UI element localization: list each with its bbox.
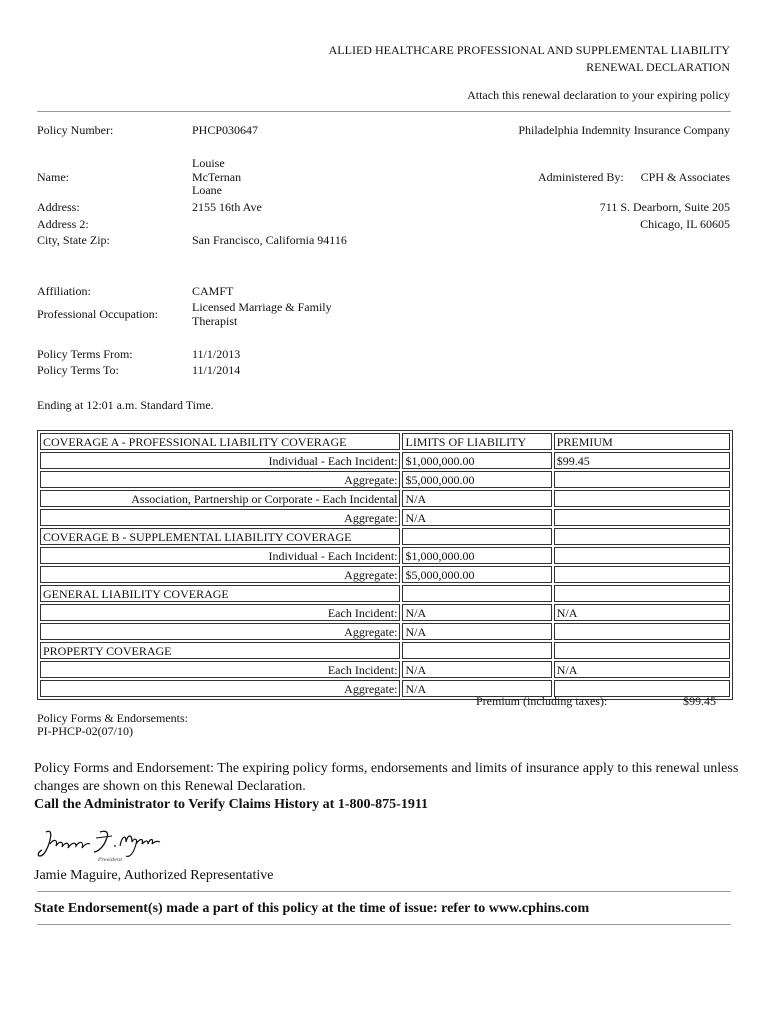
- premium-value: N/A: [554, 661, 730, 678]
- administrator-address-line-2: Chicago, IL 60605: [640, 217, 730, 231]
- terms-to-value: 11/1/2014: [192, 363, 241, 377]
- premium-value: [554, 566, 730, 583]
- coverage-item-label: Individual - Each Incident:: [40, 452, 400, 469]
- premium-value: [554, 471, 730, 488]
- limit-of-liability-value: $1,000,000.00: [402, 452, 551, 469]
- limits-header: LIMITS OF LIABILITY: [402, 433, 551, 450]
- address-2-label: Address 2:: [37, 217, 89, 231]
- premium-cell-empty: [554, 528, 730, 545]
- occupation-value-line-1: Licensed Marriage & Family: [192, 300, 332, 314]
- document-title-line-2: RENEWAL DECLARATION: [586, 60, 730, 74]
- limit-of-liability-value: $5,000,000.00: [402, 471, 551, 488]
- limit-of-liability-value: $1,000,000.00: [402, 547, 551, 564]
- coverage-section-header: COVERAGE B - SUPPLEMENTAL LIABILITY COVERAGE: [40, 528, 400, 545]
- header-divider: [37, 111, 731, 112]
- name-label: Name:: [37, 170, 69, 184]
- coverage-row: [40, 680, 730, 697]
- coverage-row: [40, 471, 730, 488]
- representative-name: Jamie Maguire, Authorized Representative: [34, 868, 274, 883]
- coverage-item-label: Each Incident:: [40, 604, 400, 621]
- limit-cell-empty: [402, 642, 551, 659]
- limit-of-liability-value: N/A: [402, 623, 551, 640]
- limit-cell-empty: [402, 528, 551, 545]
- coverage-section-row: [40, 528, 730, 545]
- insured-middle-name: McTernan: [192, 170, 242, 184]
- coverage-row: [40, 452, 730, 469]
- limit-of-liability-value: N/A: [402, 490, 551, 507]
- coverage-row: [40, 623, 730, 640]
- coverage-row: [40, 604, 730, 621]
- signature-divider: [37, 891, 731, 892]
- coverage-section-row: [40, 642, 730, 659]
- premium-value: [554, 547, 730, 564]
- coverage-section-header: PROPERTY COVERAGE: [40, 642, 400, 659]
- coverage-item-label: Aggregate:: [40, 471, 400, 488]
- policy-number-value: PHCP030647: [192, 123, 259, 137]
- coverage-section-header: GENERAL LIABILITY COVERAGE: [40, 585, 400, 602]
- insured-first-name: Louise: [192, 156, 225, 170]
- address-label: Address:: [37, 200, 80, 214]
- administered-by-label: Administered By:: [538, 170, 624, 184]
- administrator-name: CPH & Associates: [640, 170, 730, 184]
- signature-drawing: [36, 826, 162, 864]
- limit-of-liability-value: N/A: [402, 680, 551, 697]
- premium-value: [554, 490, 730, 507]
- policy-number-label: Policy Number:: [37, 123, 114, 137]
- coverage-item-label: Individual - Each Incident:: [40, 547, 400, 564]
- terms-to-label: Policy Terms To:: [37, 363, 119, 377]
- coverage-item-label: Each Incident:: [40, 661, 400, 678]
- address-value: 2155 16th Ave: [192, 200, 262, 214]
- affiliation-label: Affiliation:: [37, 284, 91, 298]
- city-state-zip-value: San Francisco, California 94116: [192, 233, 347, 247]
- insurance-company: Philadelphia Indemnity Insurance Company: [518, 123, 730, 137]
- coverage-row: [40, 547, 730, 564]
- document-title-line-1: ALLIED HEALTHCARE PROFESSIONAL AND SUPPLEMENTAL LIABILITY: [328, 43, 730, 57]
- premium-cell-empty: [554, 642, 730, 659]
- state-endorsement-notice: State Endorsement(s) made a part of this policy at the time of issue: refer to www.cphins.com: [34, 901, 590, 916]
- coverage-item-label: Aggregate:: [40, 509, 400, 526]
- premium-value: [554, 509, 730, 526]
- terms-from-label: Policy Terms From:: [37, 347, 133, 361]
- premium-cell-empty: [554, 585, 730, 602]
- limit-of-liability-value: N/A: [402, 509, 551, 526]
- premium-value: $99.45: [554, 452, 730, 469]
- occupation-label: Professional Occupation:: [37, 307, 158, 321]
- premium-header: PREMIUM: [554, 433, 730, 450]
- signature-title: President: [98, 857, 123, 863]
- administrator-address-line-1: 711 S. Dearborn, Suite 205: [599, 200, 730, 214]
- coverage-item-label: Aggregate:: [40, 623, 400, 640]
- premium-value: [554, 623, 730, 640]
- limit-cell-empty: [402, 585, 551, 602]
- policy-forms-notice-line-2: changes are shown on this Renewal Declaration.: [34, 779, 306, 794]
- coverage-item-label: Aggregate:: [40, 566, 400, 583]
- forms-endorsements-label: Policy Forms & Endorsements:: [37, 711, 188, 725]
- coverage-row: [40, 490, 730, 507]
- total-premium-value: $99.45: [683, 694, 716, 708]
- coverage-table: [37, 430, 733, 700]
- coverage-item-label: Association, Partnership or Corporate - Each Incidental: [40, 490, 400, 507]
- attach-instruction: Attach this renewal declaration to your expiring policy: [467, 88, 730, 102]
- affiliation-value: CAMFT: [192, 284, 234, 298]
- limit-of-liability-value: N/A: [402, 661, 551, 678]
- claims-history-notice: Call the Administrator to Verify Claims History at 1-800-875-1911: [34, 797, 429, 812]
- insured-last-name: Loane: [192, 183, 222, 197]
- coverage-row: [40, 509, 730, 526]
- premium-value: N/A: [554, 604, 730, 621]
- coverage-a-header: COVERAGE A - PROFESSIONAL LIABILITY COVERAGE: [40, 433, 400, 450]
- limit-of-liability-value: $5,000,000.00: [402, 566, 551, 583]
- footer-divider: [37, 924, 731, 925]
- coverage-item-label: Aggregate:: [40, 680, 400, 697]
- terms-from-value: 11/1/2013: [192, 347, 241, 361]
- policy-forms-notice-line-1: Policy Forms and Endorsement: The expiring policy forms, endorsements and limits of insurance apply to this renewal unless: [34, 761, 739, 776]
- coverage-row: [40, 566, 730, 583]
- city-state-zip-label: City, State Zip:: [37, 233, 110, 247]
- total-premium-label: Premium (including taxes):: [476, 694, 608, 708]
- signature-image: [36, 826, 162, 864]
- limit-of-liability-value: N/A: [402, 604, 551, 621]
- coverage-header-row: [40, 433, 730, 450]
- coverage-section-row: [40, 585, 730, 602]
- occupation-value-line-2: Therapist: [192, 314, 238, 328]
- forms-endorsements-code: PI-PHCP-02(07/10): [37, 724, 134, 738]
- coverage-row: [40, 661, 730, 678]
- ending-time-note: Ending at 12:01 a.m. Standard Time.: [37, 398, 214, 412]
